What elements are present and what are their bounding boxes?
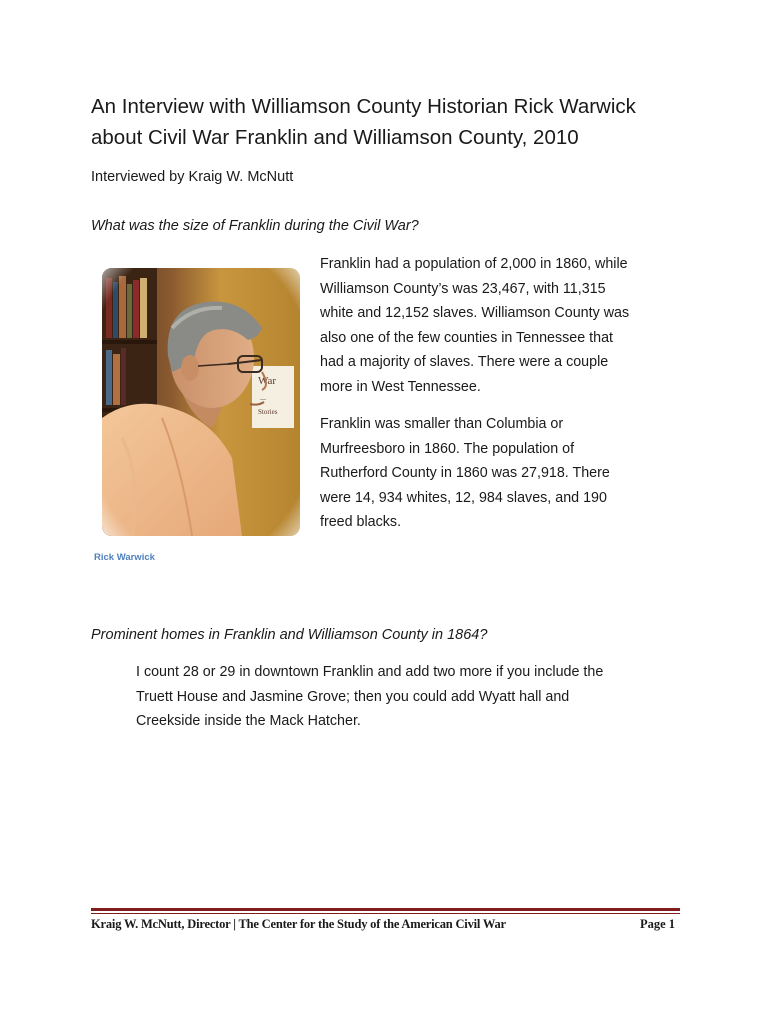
- footer-rule: [91, 908, 680, 911]
- answer-1a-line: Williamson County’s was 23,467, with 11,315: [320, 280, 606, 297]
- answer-1b-line: freed blacks.: [320, 514, 402, 531]
- answer-1a-line: white and 12,152 slaves. Williamson County was: [320, 305, 630, 322]
- answer-1-paragraph-1: [320, 252, 629, 400]
- document-title: [91, 91, 711, 153]
- answer-1a-line: also one of the few counties in Tennessee that: [320, 329, 614, 346]
- answer-2-line: I count 28 or 29 in downtown Franklin and add two more if you include the: [136, 664, 604, 680]
- footer-author-line: Kraig W. McNutt, Director | The Center for the Study of the American Civil War: [91, 917, 506, 931]
- byline: Interviewed by Kraig W. McNutt: [91, 169, 294, 185]
- page-number: Page 1: [640, 917, 676, 931]
- title-line-1: An Interview with Williamson County Historian Rick Warwick: [91, 95, 636, 118]
- answer-1b-line: Murfreesboro in 1860. The population of: [320, 440, 575, 457]
- answer-1a-line: had a majority of slaves. There were a couple: [320, 354, 609, 371]
- footer-rule-thin: [91, 913, 680, 914]
- answer-1a-line: Franklin had a population of 2,000 in 1860, while: [320, 256, 628, 272]
- answer-1b-line: Franklin was smaller than Columbia or: [320, 416, 564, 432]
- answer-1b-line: were 14, 934 whites, 12, 984 slaves, and 190: [320, 489, 607, 506]
- question-1: What was the size of Franklin during the Civil War?: [91, 218, 419, 234]
- question-2: Prominent homes in Franklin and Williamson County in 1864?: [91, 627, 488, 643]
- answer-2-paragraph: [136, 660, 603, 734]
- answer-1b-line: Rutherford County in 1860 was 27,918. There: [320, 465, 610, 482]
- title-line-2: about Civil War Franklin and Williamson County, 2010: [91, 126, 579, 149]
- portrait-photo: [102, 268, 300, 536]
- answer-2-line: Truett House and Jasmine Grove; then you could add Wyatt hall and: [136, 688, 570, 705]
- answer-1a-line: more in West Tennessee.: [320, 378, 481, 395]
- answer-1-paragraph-2: [320, 412, 610, 535]
- answer-2-line: Creekside inside the Mack Hatcher.: [136, 713, 361, 730]
- photo-caption: Rick Warwick: [94, 552, 155, 563]
